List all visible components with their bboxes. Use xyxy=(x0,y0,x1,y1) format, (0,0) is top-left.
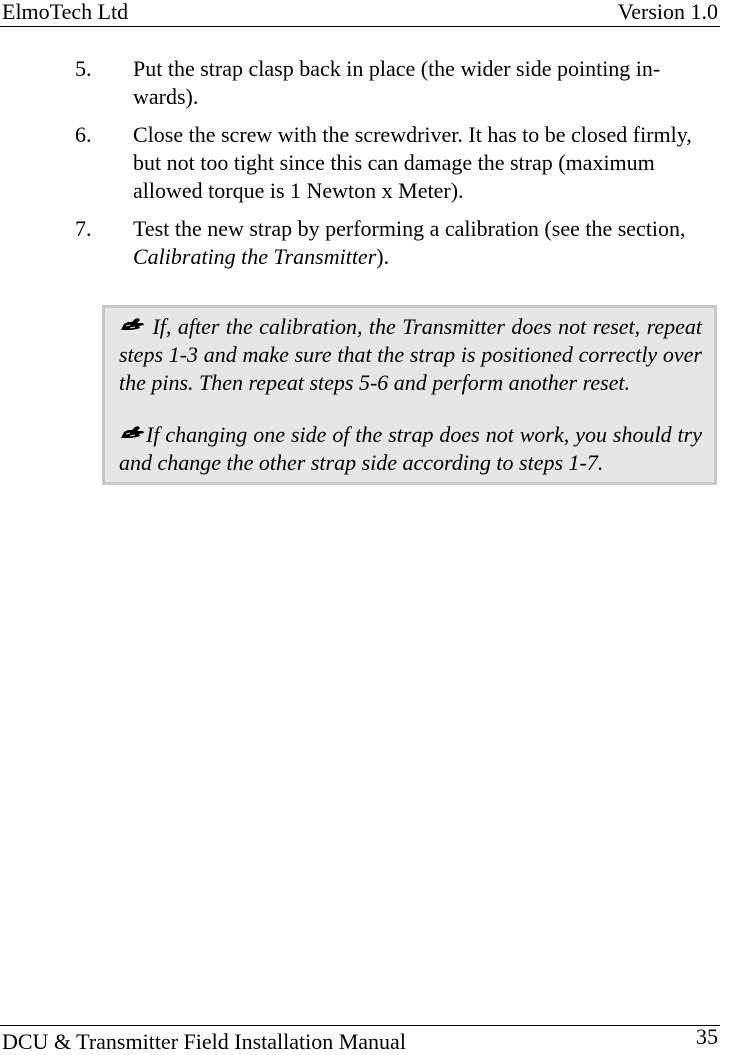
step-number: 7. xyxy=(75,216,92,241)
step-text: Close the screw with the screwdriver. It has to be closed firmly, but not too tight since this can damage the strap (maximum allowed torque is 1 Newton x Meter). xyxy=(133,122,692,203)
footer-title: DCU & Transmitter Field Installation Manual xyxy=(2,1029,406,1054)
note-paragraph xyxy=(119,313,702,397)
step-5 xyxy=(0,55,693,111)
step-number: 6. xyxy=(75,122,92,147)
steps-list xyxy=(0,55,730,281)
note-text: If, after the calibration, the Transmitter does not reset, repeat steps 1-3 and make sure that the strap is positioned correctly over the pins. Then repeat steps 5-6 and perform another reset. xyxy=(119,314,702,395)
section-reference: Calibrating the Transmitter xyxy=(133,244,377,269)
header-version: Version 1.0 xyxy=(617,0,718,24)
step-text-after: ). xyxy=(376,244,390,269)
page-footer xyxy=(0,1024,720,1054)
step-text: Put the strap clasp back in place (the wider side pointing in-wards). xyxy=(133,56,661,109)
page-header xyxy=(0,0,720,27)
pointing-hand-icon xyxy=(119,424,145,440)
note-text: If changing one side of the strap does not work, you should try and change the other strap side according to steps 1-7. xyxy=(119,422,702,475)
page-number: 35 xyxy=(696,1024,718,1049)
note-paragraph xyxy=(119,421,702,477)
header-company: ElmoTech Ltd xyxy=(2,0,129,24)
step-7 xyxy=(0,215,693,271)
step-6 xyxy=(0,121,693,205)
step-number: 5. xyxy=(75,56,92,81)
note-box xyxy=(102,305,717,485)
step-text-before: Test the new strap by performing a calibration (see the section, xyxy=(133,216,686,241)
pointing-hand-icon xyxy=(119,316,145,332)
